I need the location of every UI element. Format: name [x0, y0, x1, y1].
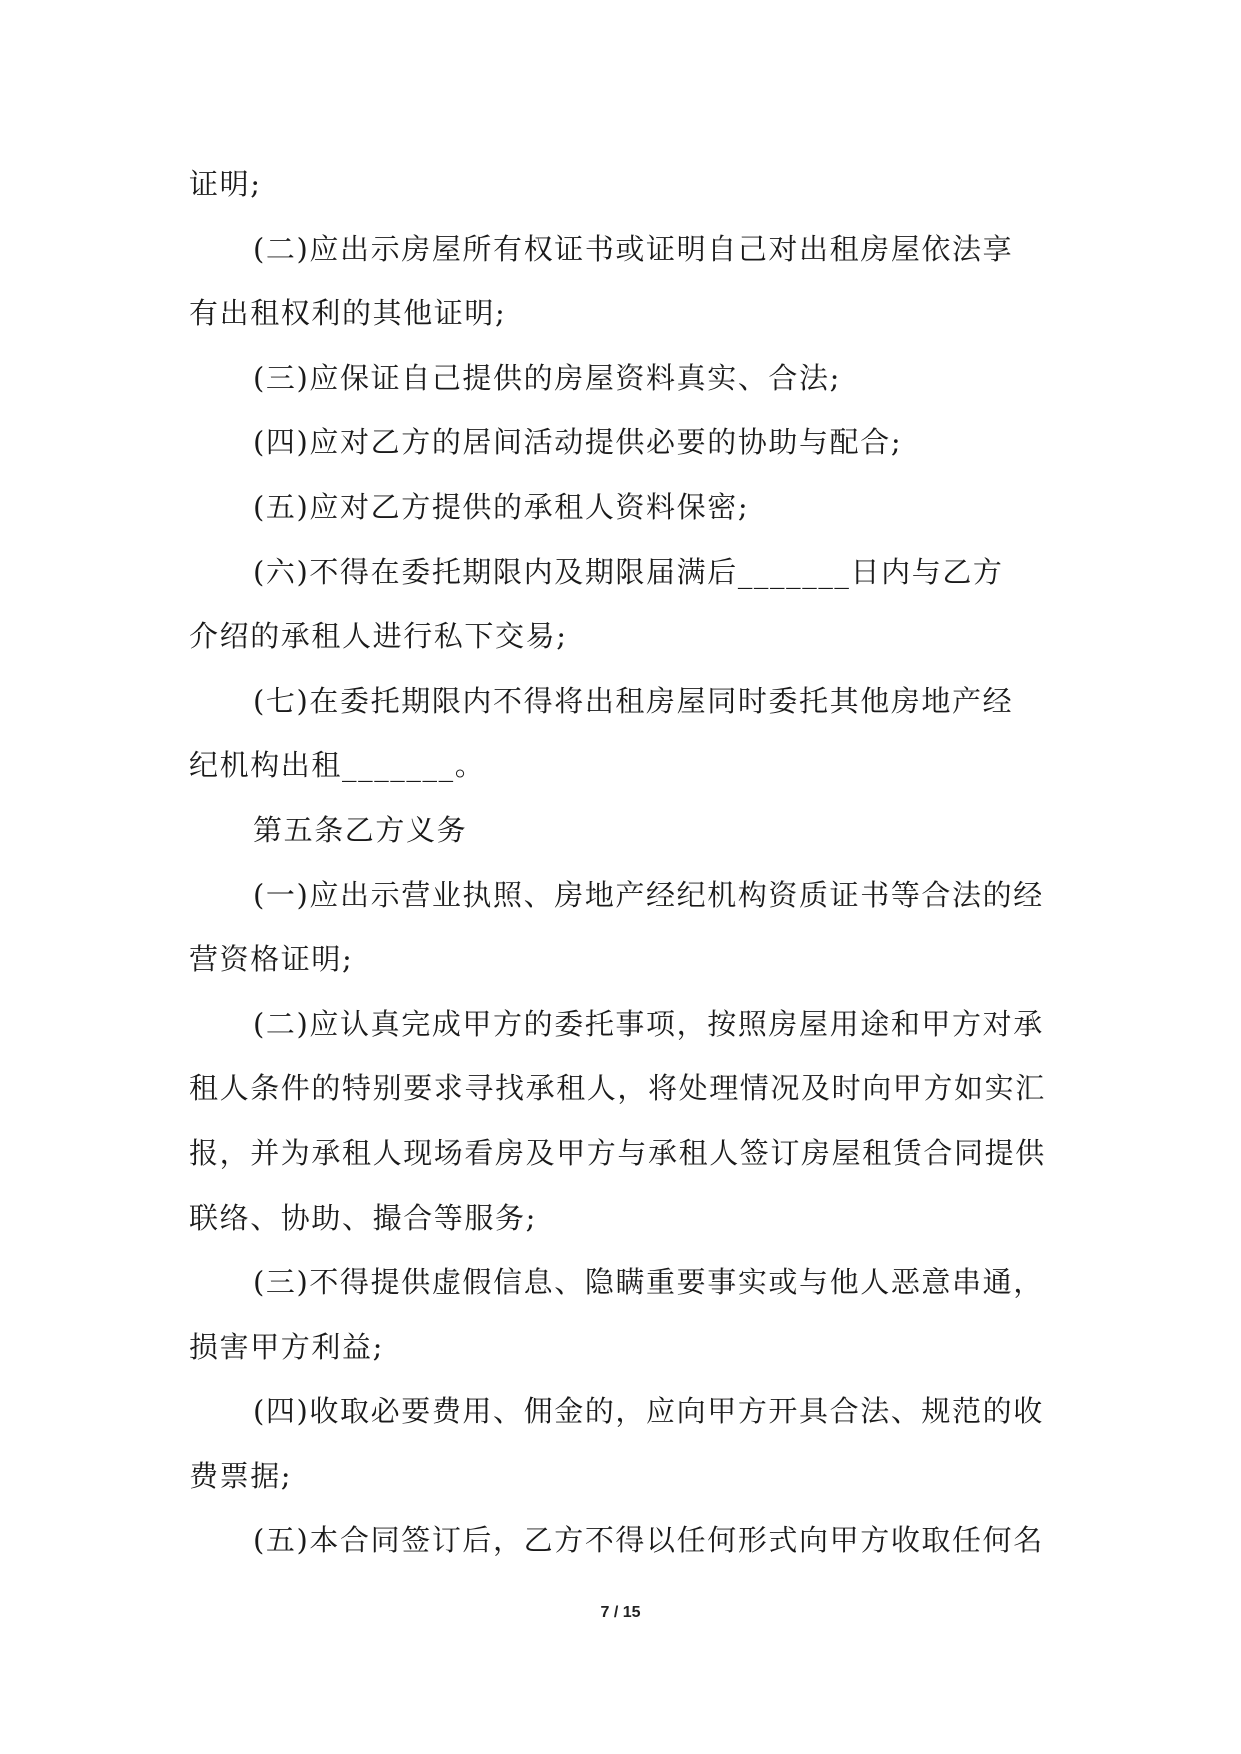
- page-number: 7 / 15: [600, 1604, 641, 1621]
- text-line: (一)应出示营业执照、房地产经纪机构资质证书等合法的经: [253, 877, 1044, 912]
- text-line: 租人条件的特别要求寻找承租人，将处理情况及时向甲方如实汇: [189, 1071, 1046, 1106]
- text-line: (三)应保证自己提供的房屋资料真实、合法;: [253, 360, 841, 395]
- text-line: 损害甲方利益;: [189, 1329, 384, 1364]
- document-body: [189, 152, 1059, 1573]
- text-line: (五)本合同签订后，乙方不得以任何形式向甲方收取任何名: [253, 1523, 1044, 1558]
- section-heading: 第五条乙方义务: [253, 812, 468, 847]
- text-line: 营资格证明;: [189, 942, 354, 977]
- text-line: (二)应认真完成甲方的委托事项，按照房屋用途和甲方对承: [253, 1006, 1044, 1041]
- text-line: (六)不得在委托期限内及期限届满后_______日内与乙方: [253, 554, 1004, 589]
- text-line: (七)在委托期限内不得将出租房屋同时委托其他房地产经: [253, 683, 1014, 718]
- text-line: 纪机构出租_______。: [189, 748, 486, 783]
- text-line: (四)应对乙方的居间活动提供必要的协助与配合;: [253, 425, 903, 460]
- text-line: 费票据;: [189, 1458, 293, 1493]
- text-line: 报，并为承租人现场看房及甲方与承租人签订房屋租赁合同提供: [189, 1135, 1046, 1170]
- text-line: 有出租权利的其他证明;: [189, 296, 507, 331]
- text-line: 联络、协助、撮合等服务;: [189, 1200, 537, 1235]
- text-line: (四)收取必要费用、佣金的，应向甲方开具合法、规范的收: [253, 1394, 1044, 1429]
- text-line: (二)应出示房屋所有权证书或证明自己对出租房屋依法享: [253, 231, 1014, 266]
- text-line: 介绍的承租人进行私下交易;: [189, 619, 568, 654]
- text-line: (三)不得提供虚假信息、隐瞒重要事实或与他人恶意串通，: [253, 1265, 1044, 1300]
- text-line: 证明;: [189, 167, 262, 201]
- text-line: (五)应对乙方提供的承租人资料保密;: [253, 489, 750, 524]
